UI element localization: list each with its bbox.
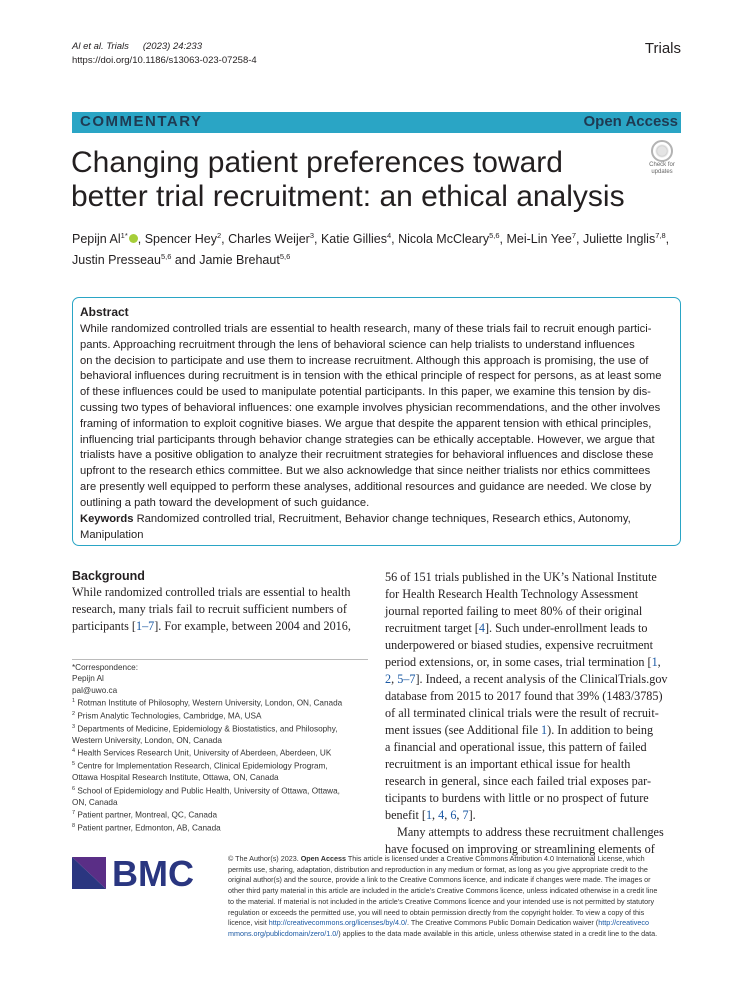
- additional-file-link[interactable]: 1: [541, 723, 548, 737]
- affiliation: $^1$ Rotman Institute of Philosophy, Western University, London, ON, Canada: [72, 697, 343, 708]
- affiliation-cont: Ottawa Hospital Research Institute, Ottawa, ON, Canada: [72, 773, 279, 783]
- citation-line: [72, 40, 257, 54]
- body-line: period extensions, or, in some cases, trial termination [1,: [385, 655, 661, 669]
- bmc-logo-text: BMC: [112, 857, 194, 889]
- body-line: research in general, since each failed trial exposes par-: [385, 774, 652, 788]
- body-line: recruitment is an important ethical issue for health: [385, 757, 631, 771]
- author-name[interactable]: Nicola McCleary: [398, 232, 490, 247]
- body-line: for Health Research Health Technology Assessment: [385, 587, 639, 601]
- body-line: research, many trials fail to recruit sufficient numbers of: [72, 602, 347, 616]
- author-name[interactable]: Jamie Brehaut: [199, 253, 280, 268]
- abstract-line: outlining a path toward the development of such guidance.: [80, 496, 370, 509]
- body-line: journal reported failing to meet 80% of their original: [385, 604, 643, 618]
- body-column-right: [385, 569, 682, 858]
- author-affil: 7: [571, 231, 576, 240]
- author-name[interactable]: Charles Weijer: [228, 232, 310, 247]
- affiliation-cont: Western University, London, ON, Canada: [72, 735, 222, 745]
- body-line: database from 2015 to 2017 found that 39% (1483/3785): [385, 689, 663, 703]
- author-affil: 3: [309, 231, 315, 240]
- keywords-label: Keywords: [80, 513, 134, 525]
- body-line: participants [1–7]. For example, between 2004 and 2016,: [72, 619, 351, 633]
- affiliation-cont: ON, Canada: [72, 797, 118, 807]
- correspondence-label: *Correspondence:: [72, 663, 138, 672]
- correspondence-name: Pepijn Al: [72, 674, 104, 684]
- keywords: [80, 512, 676, 544]
- author-name[interactable]: Justin Presseau: [72, 253, 161, 268]
- author-name[interactable]: Katie Gillies: [320, 232, 387, 247]
- license-link[interactable]: http://creativecommons.org/licenses/by/4.0/: [268, 918, 407, 928]
- author-name[interactable]: Pepijn Al: [72, 232, 121, 247]
- abstract-line: trialists have a positive obligation to analyze their recruitment strategies for behavioral influences and disclose these: [80, 449, 654, 462]
- author-affil: 1*: [120, 231, 128, 240]
- waiver-link[interactable]: http://creativeco: [598, 918, 649, 928]
- open-access-label: Open Access: [583, 113, 678, 130]
- abstract-line: on the decision to participate and use them to increase recruitment. Although this approach is promising, the use of: [80, 354, 649, 367]
- body-line: have focused on improving or streamlining elements of: [385, 842, 655, 856]
- reference-link[interactable]: 1: [651, 655, 658, 669]
- author-name[interactable]: Mei-Lin Yee: [506, 232, 572, 247]
- body-line: a financial and operational issue, this pattern of failed: [385, 740, 647, 754]
- reference-link[interactable]: 1: [425, 808, 433, 822]
- check-badge-line2: updates: [651, 169, 673, 175]
- section-heading-background: Background: [72, 569, 145, 583]
- reference-link[interactable]: 5–7: [397, 672, 416, 686]
- affiliation: $^8$ Patient partner, Edmonton, AB, Canada: [72, 823, 221, 833]
- body-line: benefit [1, 4, 6, 7].: [385, 808, 476, 822]
- affiliation: $^5$ Centre for Implementation Research, Clinical Epidemiology Program,: [72, 761, 328, 772]
- abstract-line: behavioral influences during recruitment is in tension with the ethical principle of respect for persons, as at least some: [80, 370, 662, 383]
- body-line: While randomized controlled trials are essential to health: [72, 585, 351, 599]
- abstract-line: are presently well equipped to perform these analyses, additional resources and guidance are needed. We close by: [80, 480, 652, 493]
- citation: Al et al. Trials: [72, 41, 129, 52]
- abstract-line: pants. Approaching recruitment through the lens of behavioral science can help trialists to understand influences: [80, 338, 635, 351]
- footnotes: [72, 662, 368, 834]
- article-type-label: COMMENTARY: [80, 113, 203, 130]
- abstract-line: While randomized controlled trials are essential to health research, many of these trials fail to recruit enough partici-: [80, 323, 652, 335]
- check-for-updates-button[interactable]: [643, 140, 681, 176]
- body-line: 2, 5–7]. Indeed, a recent analysis of the ClinicalTrials.gov: [385, 672, 668, 686]
- affiliation: $^6$ School of Epidemiology and Public Health, University of Ottawa, Ottawa,: [72, 785, 340, 796]
- reference-link[interactable]: 7: [462, 808, 469, 822]
- keywords-text: Randomized controlled trial, Recruitment, Behavior change techniques, Research ethics, Autonomy,: [136, 513, 631, 525]
- affiliation: $^7$ Patient partner, Montreal, QC, Canada: [72, 809, 218, 820]
- waiver-link-cont[interactable]: mmons.org/publicdomain/zero/1.0/: [228, 928, 339, 938]
- author-affil: 7,8: [655, 231, 666, 240]
- reference-link[interactable]: 1–7: [135, 619, 155, 633]
- body-column-left: [72, 584, 368, 635]
- orcid-icon[interactable]: [129, 234, 138, 243]
- running-header: [72, 40, 257, 68]
- abstract-heading: Abstract: [80, 305, 129, 319]
- journal-name: Trials: [644, 40, 681, 57]
- body-line: 56 of 151 trials published in the UK’s National Institute: [385, 570, 657, 584]
- body-line: ticipants to burdens with little or no prospect of future: [385, 791, 649, 805]
- author-affil: 5,6: [489, 231, 500, 240]
- abstract-line: of these influences could be used to manipulate potential participants. In this paper, we examine this tension by dis-: [80, 386, 651, 399]
- license-notice: © The Author(s) 2023. Open Access This article is licensed under a Creative Commons Attribution 4.0 International License, which permits use, sharing, adaptation, distribution and reproduction in any medium or format, as long as you give appropriate credit to the original author(s) and the source, provide a link to the Creative Commons licence, and indicate if changes were made. The images or other third party material in this article are included in the article’s Creative Commons licence, unless indicated otherwise in a credit line to the material. If material is not included in the article’s Creative Commons licence and your intended use is not permitted by statutory regulation or exceeds the permitted use, you will need to obtain permission directly from the copyright holder. To view a copy of this licence, visit http://creativecommons.org/licenses/by/4.0/. The Creative Commons Public Domain Dedication waiver (http://creativeco mmons.org/publicdomain/zero/1.0/) applies to the data made available in this article, unless otherwise stated in a credit line to the data.: [228, 854, 658, 938]
- reference-link[interactable]: 2: [385, 672, 392, 686]
- abstract-line: upfront to the research ethics committee. But we also acknowledge that since neither trialists nor ethics committees: [80, 465, 651, 478]
- reference-link[interactable]: 4: [478, 621, 485, 635]
- reference-link[interactable]: 6: [450, 808, 457, 822]
- reference-link[interactable]: 4: [438, 808, 445, 822]
- check-badge-line1: Check for: [649, 162, 675, 168]
- check-for-updates-icon: [651, 140, 673, 162]
- abstract-body: [80, 322, 676, 512]
- body-line: Many attempts to address these recruitment challenges: [397, 825, 664, 839]
- abstract-line: framing of information to exploit cognitive biases. We argue that despite the apparent tension with ethical principles,: [80, 417, 652, 430]
- body-line: recruitment target [4]. Such under-enrollment leads to: [385, 621, 648, 635]
- body-line: ment issues (see Additional file 1). In addition to being: [385, 723, 654, 737]
- author-affil: 4: [386, 231, 392, 240]
- affiliation: $^3$ Departments of Medicine, Epidemiology & Biostatistics, and Philosophy,: [72, 723, 338, 734]
- author-affil: 2: [216, 231, 222, 240]
- doi-link[interactable]: https://doi.org/10.1186/s13063-023-07258-4: [72, 55, 257, 66]
- body-line: underpowered or biased studies, expensive recruitment: [385, 638, 654, 652]
- affiliation: $^2$ Prism Analytic Technologies, Cambridge, MA, USA: [72, 710, 262, 721]
- author-name[interactable]: Spencer Hey: [144, 232, 217, 247]
- year-volume: (2023) 24:233: [142, 41, 203, 52]
- author-list: Pepijn $Al^{1*}$ , Spencer Hey$^2$, Charles Weijer$^3$, Katie Gillies$^4$, Nicola McCleary$^{5,6}$, Mei-Lin Yee$^7$, Juliette Inglis$^{7,8}$, Justin Presseau$^{5,6}$ and Jamie Brehaut$^{5,6}$: [72, 231, 670, 268]
- affiliation: $^4$ Health Services Research Unit, University of Aberdeen, Aberdeen, UK: [72, 748, 332, 759]
- author-affil: 5,6: [160, 252, 172, 262]
- body-line: of all terminated clinical trials were the result of recruit-: [385, 706, 659, 720]
- abstract-line: cussing two types of behavioral influences: one example involves physician recommendations, and the other involves: [80, 401, 661, 414]
- correspondence-email[interactable]: pal@uwo.ca: [72, 685, 118, 695]
- bmc-logo: [72, 857, 212, 889]
- footnote-divider: [72, 659, 368, 660]
- author-name[interactable]: Juliette Inglis: [582, 232, 656, 247]
- article-title: Changing patient preferences toward better trial recruitment: an ethical analysis: [71, 146, 625, 213]
- keywords-text-cont: Manipulation: [80, 528, 144, 541]
- authors-and: and: [174, 253, 196, 268]
- abstract-line: influencing trial participants through behavior change strategies can be ethically acceptable. However, we argue that: [80, 433, 655, 446]
- author-affil: 5,6: [279, 252, 291, 262]
